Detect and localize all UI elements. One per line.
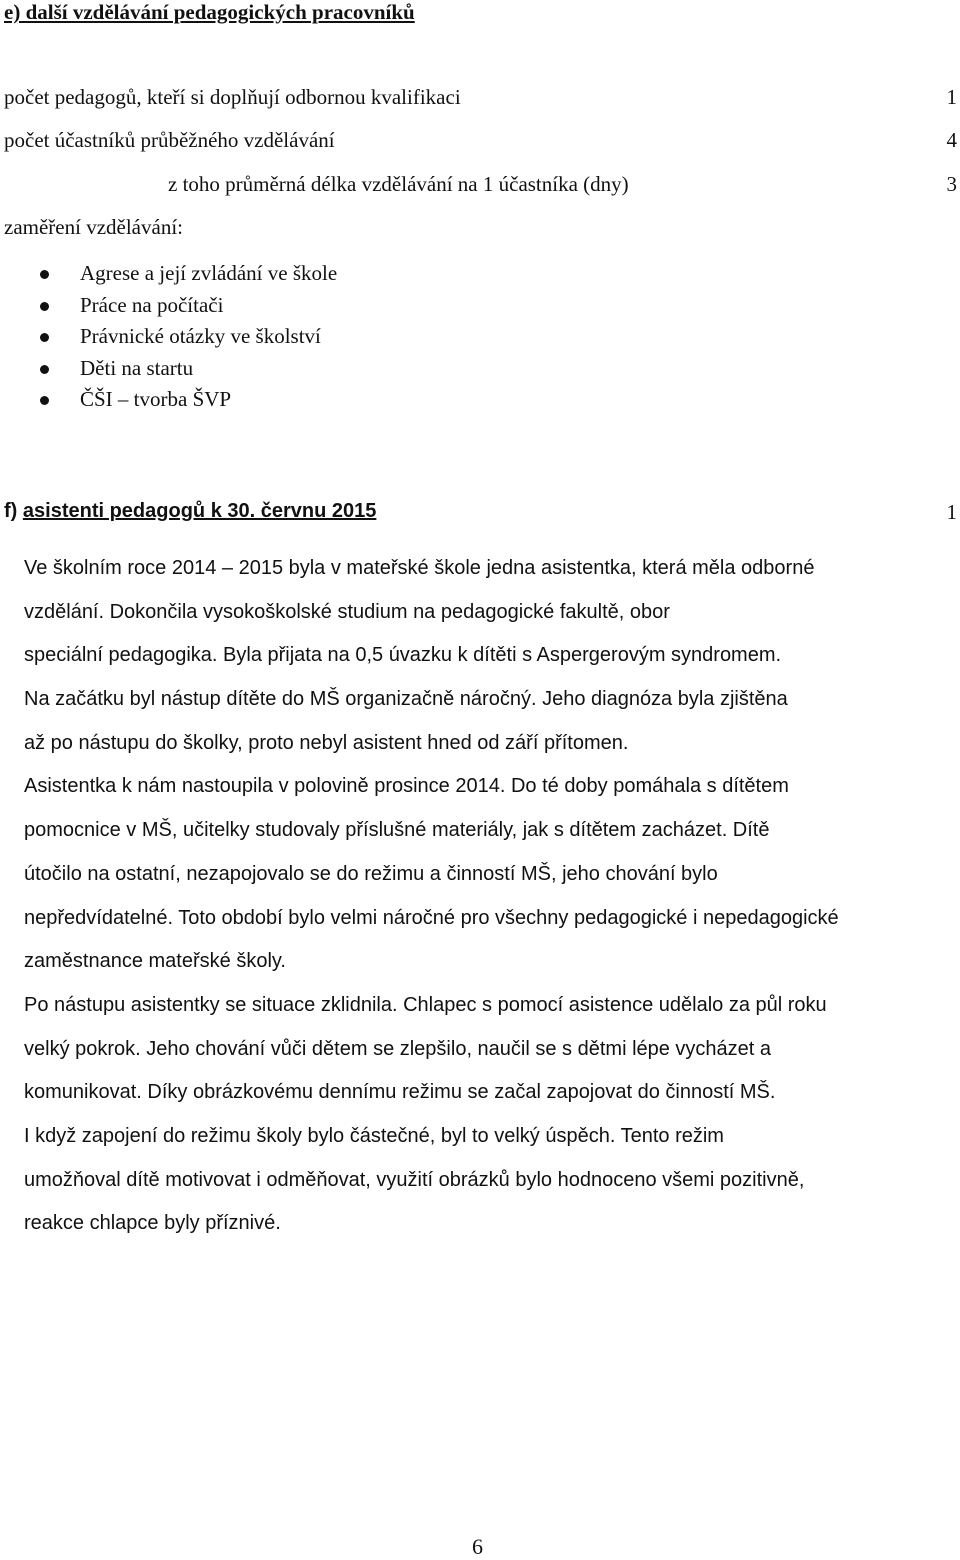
paragraph-line: I když zapojení do režimu školy bylo částečné, byl to velký úspěch. Tento režim	[24, 1124, 724, 1147]
bullet-icon	[40, 302, 49, 311]
section-f-heading-row	[4, 500, 957, 523]
topic-text: Práce na počítači	[80, 292, 224, 317]
stat-value: 3	[946, 172, 957, 196]
paragraph-line: útočilo na ostatní, nezapojovalo se do režimu a činností MŠ, jeho chování bylo	[24, 862, 718, 885]
assistant-paragraph	[24, 547, 960, 1246]
stat-value: 1	[946, 85, 957, 109]
section-f-value: 1	[946, 500, 957, 524]
paragraph-line: vzdělání. Dokončila vysokoškolské studium na pedagogické fakultě, obor	[24, 600, 670, 623]
section-f-heading: asistenti pedagogů k 30. červnu 2015	[22, 500, 377, 522]
page-number: 6	[472, 1534, 483, 1559]
paragraph-line: speciální pedagogika. Byla přijata na 0,5 úvazku k dítěti s Aspergerovým syndromem.	[24, 644, 782, 667]
stat-label: počet účastníků průběžného vzdělávání	[4, 128, 335, 152]
paragraph-line: Asistentka k nám nastoupila v polovině prosince 2014. Do té doby pomáhala s dítětem	[24, 775, 789, 798]
list-item	[0, 290, 337, 322]
bullet-icon	[40, 365, 49, 374]
paragraph-line: velký pokrok. Jeho chování vůči dětem se zlepšilo, naučil se s dětmi lépe vycházet a	[24, 1037, 772, 1060]
bullet-icon	[40, 270, 49, 279]
paragraph-line: Po nástupu asistentky se situace zklidnila. Chlapec s pomocí asistence udělalo za půl roku	[24, 993, 827, 1016]
list-item	[0, 384, 337, 416]
list-item	[0, 353, 337, 385]
paragraph-line: Na začátku byl nástup dítěte do MŠ organizačně náročný. Jeho diagnóza byla zjištěna	[24, 688, 788, 711]
bullet-icon	[40, 333, 49, 342]
paragraph-line: zaměstnance mateřské školy.	[24, 950, 286, 973]
paragraph-line: až po nástupu do školky, proto nebyl asistent hned od září přítomen.	[24, 731, 629, 754]
paragraph-line: pomocnice v MŠ, učitelky studovaly příslušné materiály, jak s dítětem zacházet. Dítě	[24, 819, 770, 842]
paragraph-line: komunikovat. Díky obrázkovému dennímu režimu se začal zapojovat do činností MŠ.	[24, 1081, 776, 1104]
topic-list	[0, 258, 337, 416]
topic-text: Právnické otázky ve školství	[80, 324, 321, 348]
stat-value: 4	[946, 128, 957, 152]
focus-label: zaměření vzdělávání:	[4, 215, 183, 239]
list-item	[0, 258, 337, 290]
section-e-heading: e) další vzdělávání pedagogických pracovníků	[4, 0, 415, 24]
paragraph-line: umožňoval dítě motivovat i odměňovat, využití obrázků bylo hodnoceno všemi pozitivně,	[24, 1168, 805, 1191]
paragraph-line: nepředvídatelné. Toto období bylo velmi náročné pro všechny pedagogické i nepedagogické	[24, 906, 839, 929]
stat-label: z toho průměrná délka vzdělávání na 1 účastníka (dny)	[168, 172, 629, 196]
list-item	[0, 321, 337, 353]
topic-text: ČŠI – tvorba ŠVP	[80, 387, 232, 411]
bullet-icon	[40, 396, 49, 405]
paragraph-line: Ve školním roce 2014 – 2015 byla v mateřské škole jedna asistentka, která měla odborné	[24, 557, 815, 579]
stat-label: počet pedagogů, kteří si doplňují odbornou kvalifikaci	[4, 85, 461, 109]
topic-text: Děti na startu	[80, 355, 194, 380]
section-f-prefix: f)	[4, 500, 18, 522]
paragraph-line: reakce chlapce byly příznivé.	[24, 1212, 281, 1235]
topic-text: Agrese a její zvládání ve škole	[80, 261, 338, 285]
